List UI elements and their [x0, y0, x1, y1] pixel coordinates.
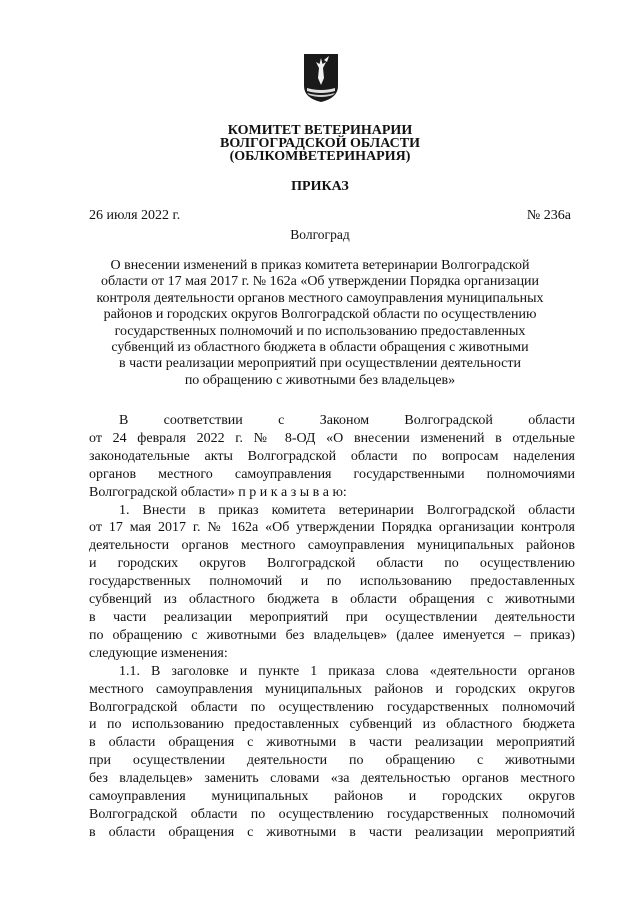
body-line: от 24 февраля 2022 г. № 8-ОД «О внесении изменений в отдельные — [89, 430, 575, 446]
org-line-3: (ОБЛКОМВЕТЕРИНАРИЯ) — [229, 149, 411, 164]
title-line: районов и городских округов Волгоградской области по осуществлению — [103, 307, 537, 323]
title-line: области от 17 мая 2017 г. № 162а «Об утверждении Порядка организации — [100, 274, 540, 290]
document-body — [89, 412, 575, 842]
document-date: 26 июля 2022 г. — [89, 208, 181, 223]
org-line-2: ВОЛГОГРАДСКОЙ ОБЛАСТИ — [220, 136, 420, 151]
body-line: субвенций из областного бюджета в области обращения с животными — [89, 592, 575, 608]
body-line: 1.1. В заголовке и пункте 1 приказа слова «деятельности органов — [119, 663, 575, 679]
document-type: ПРИКАЗ — [291, 179, 349, 194]
body-line: Волгоградской области по осуществлению государственных полномочий — [89, 806, 575, 822]
body-line: Волгоградской области» п р и к а з ы в а ю: — [89, 484, 347, 500]
title-line: контроля деятельности органов местного самоуправления муниципальных — [96, 290, 544, 306]
title-line: по обращению с животными без владельцев» — [184, 372, 456, 388]
title-line: субвенций из областного бюджета в области обращения с животными — [111, 340, 529, 356]
body-line: законодательные акты Волгоградской области по вопросам наделения — [89, 448, 575, 464]
title-line: государственных полномочий и по использованию предоставленных — [114, 323, 526, 339]
body-line: государственных полномочий и по использованию предоставленных — [89, 574, 575, 590]
document-city: Волгоград — [290, 227, 350, 242]
title-line: О внесении изменений в приказ комитета ветеринарии Волгоградской — [110, 258, 530, 273]
body-line: в области обращения с животными в части реализации мероприятий — [89, 824, 575, 840]
body-line: органов местного самоуправления государственными полномочиями — [89, 466, 575, 482]
body-line: следующие изменения: — [89, 645, 228, 661]
organization-name — [0, 124, 640, 163]
body-line: при осуществлении деятельности по обращению с животными — [89, 753, 575, 769]
document-number: № 236а — [526, 208, 571, 223]
org-line-1: КОМИТЕТ ВЕТЕРИНАРИИ — [227, 123, 413, 138]
body-line: в части реализации мероприятий при осуществлении деятельности — [89, 609, 575, 625]
coat-of-arms-icon — [302, 52, 340, 104]
body-line: в области обращения с животными в части реализации мероприятий — [89, 735, 575, 751]
body-line: от 17 мая 2017 г. № 162а «Об утверждении Порядка организации контроля — [89, 520, 575, 536]
body-line: деятельности органов местного самоуправления муниципальных районов — [89, 538, 575, 554]
body-line: и городских округов Волгоградской области по осуществлению — [89, 556, 575, 572]
body-line: Волгоградской области по осуществлению государственных полномочий — [89, 699, 575, 715]
title-line: в части реализации мероприятий при осуществлении деятельности — [119, 356, 521, 372]
body-line: В соответствии с Законом Волгоградской области — [119, 413, 575, 428]
body-line: и по использованию предоставленных субвенций из областного бюджета — [89, 717, 575, 733]
body-line: 1. Внести в приказ комитета ветеринарии Волгоградской области — [119, 502, 575, 518]
body-line: по обращению с животными без владельцев» (далее именуется – приказ) — [89, 627, 575, 643]
body-line: самоуправления муниципальных районов и городских округов — [89, 789, 575, 805]
body-line: местного самоуправления муниципальных районов и городских округов — [89, 681, 575, 697]
body-line: без владельцев» заменить словами «за деятельностью органов местного — [89, 771, 575, 787]
document-title — [60, 258, 580, 389]
